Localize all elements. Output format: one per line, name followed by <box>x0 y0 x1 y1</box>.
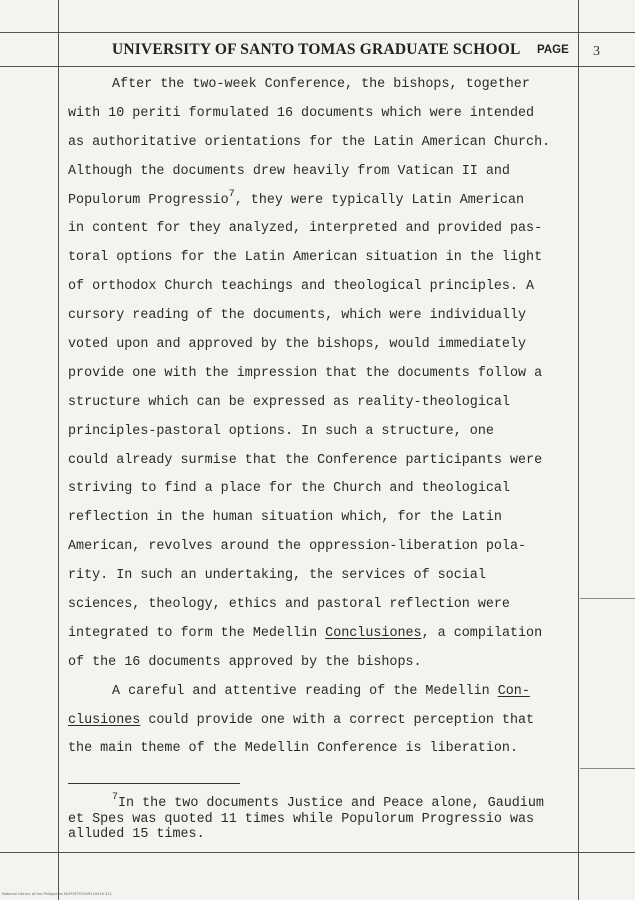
page-number: 3 <box>593 44 600 59</box>
text-line: A careful and attentive reading of the Medellin Con- <box>112 683 530 699</box>
text-line: could already surmise that the Conference participants were <box>68 452 543 468</box>
text-line: integrated to form the Medellin Conclusiones, a compilation <box>68 625 543 641</box>
footnote-reference: 7 <box>228 188 235 200</box>
underlined-term: Con- <box>497 683 530 699</box>
archive-footer: National Library of the Philippines NLPCMTS7049110016 311 <box>2 892 112 896</box>
right-edge-mark <box>580 598 635 599</box>
header-bottom-rule <box>0 66 635 67</box>
text-line: the main theme of the Medellin Conference is liberation. <box>68 741 518 757</box>
text-line: of orthodox Church teachings and theological principles. A <box>68 279 535 295</box>
text-line: American, revolves around the oppression-liberation pola- <box>68 539 527 555</box>
text-line: reflection in the human situation which, for the Latin <box>68 510 502 526</box>
text-line: principles-pastoral options. In such a structure, one <box>68 423 494 439</box>
text-line: in content for they analyzed, interpreted and provided pas- <box>68 221 543 237</box>
text-line: rity. In such an undertaking, the services of social <box>68 568 486 584</box>
page-label: PAGE <box>537 44 569 56</box>
text-line: striving to find a place for the Church and theological <box>68 481 510 497</box>
page-header-title: UNIVERSITY OF SANTO TOMAS GRADUATE SCHOOL <box>112 41 521 58</box>
body-text <box>68 71 580 764</box>
text-line: toral options for the Latin American situation in the light <box>68 250 543 266</box>
text-line: of the 16 documents approved by the bishops. <box>68 654 422 670</box>
footnote-separator <box>68 783 240 784</box>
text-line: voted upon and approved by the bishops, would immediately <box>68 337 527 353</box>
text-line: Although the documents drew heavily from Vatican II and <box>68 163 510 179</box>
text-line: Populorum Progressio$^7$, they were typically Latin American <box>68 188 525 208</box>
text-line: sciences, theology, ethics and pastoral reflection were <box>68 597 510 613</box>
text-line: cursory reading of the documents, which were individually <box>68 308 527 324</box>
text-line: with 10 periti formulated 16 documents which were intended <box>68 105 535 121</box>
text-line: as authoritative orientations for the Latin American Church. <box>68 134 551 150</box>
footnote-line: $^7$In the two documents Justice and Peace alone, Gaudium <box>112 792 544 811</box>
text-line: clusiones could provide one with a correct perception that <box>68 712 535 728</box>
header-top-rule <box>0 32 635 33</box>
underlined-term: clusiones <box>68 712 141 728</box>
text-line: structure which can be expressed as reality-theological <box>68 394 510 410</box>
footnote-line: et Spes was quoted 11 times while Populorum Progressio was <box>68 811 535 827</box>
footnote-line: alluded 15 times. <box>68 827 205 843</box>
left-margin-rule <box>58 0 59 900</box>
text-line: After the two-week Conference, the bishops, together <box>112 77 530 92</box>
footnote <box>68 792 583 843</box>
footnote-marker: 7 <box>112 792 119 803</box>
right-edge-mark <box>580 768 635 769</box>
bottom-rule <box>0 852 635 853</box>
underlined-term: Conclusiones <box>325 625 422 641</box>
text-line: provide one with the impression that the documents follow a <box>68 365 543 381</box>
